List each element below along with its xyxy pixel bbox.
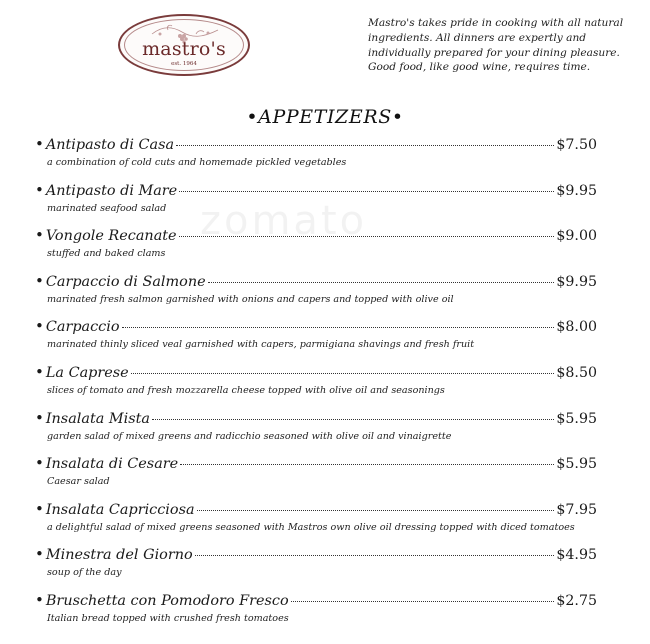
- menu-item-line: [35, 272, 597, 293]
- dotted-leader: [179, 191, 554, 192]
- menu-item-price: $5.95: [556, 410, 597, 427]
- menu-item-name: Vongole Recanate: [45, 228, 177, 245]
- menu-item-description: marinated seafood salad: [47, 202, 167, 214]
- dotted-leader: [176, 145, 554, 146]
- menu-item-description: slices of tomato and fresh mozzarella cheese topped with olive oil and seasonings: [47, 384, 445, 396]
- menu-item-name: Bruschetta con Pomodoro Fresco: [45, 592, 289, 609]
- menu-item-price: $8.00: [556, 319, 597, 336]
- menu-item-name: Minestra del Giorno: [45, 547, 193, 564]
- menu-item-description: marinated thinly sliced veal garnished with capers, parmigiana shavings and fresh fruit: [47, 339, 475, 351]
- menu-item-line: [35, 226, 597, 247]
- menu-item-line: [35, 363, 597, 384]
- bullet-icon: •: [35, 135, 44, 153]
- bullet-icon: •: [35, 590, 44, 609]
- menu-item: [35, 363, 597, 409]
- menu-item: [35, 545, 597, 591]
- bullet-icon: •: [35, 317, 44, 336]
- bullet-icon: •: [35, 408, 44, 427]
- section-title: •APPETIZERS•: [246, 106, 404, 128]
- dotted-leader: [122, 327, 555, 328]
- dotted-leader: [179, 236, 555, 237]
- bullet-icon: •: [35, 362, 44, 381]
- logo-name: mastro's: [142, 38, 226, 60]
- bullet-icon: •: [35, 499, 44, 518]
- menu-item-line: [35, 545, 597, 566]
- menu-item-name: Antipasto di Casa: [45, 137, 175, 153]
- menu-item-price: $5.95: [556, 456, 597, 473]
- menu-item: [35, 454, 597, 500]
- menu-item-price: $7.50: [556, 137, 597, 153]
- menu-item: [35, 500, 597, 546]
- menu-item-name: Insalata Capricciosa: [45, 501, 195, 518]
- bullet-icon: •: [35, 454, 44, 473]
- dotted-leader: [152, 419, 554, 420]
- menu-item-name: Insalata Mista: [45, 410, 150, 427]
- menu-item-price: $2.75: [556, 592, 597, 609]
- menu-item-name: Antipasto di Mare: [45, 182, 178, 199]
- bullet-icon: •: [35, 545, 44, 564]
- dotted-leader: [197, 510, 555, 511]
- menu-item-line: [35, 591, 597, 612]
- menu-item-description: stuffed and baked clams: [47, 248, 166, 260]
- menu-item: [35, 181, 597, 227]
- menu-item: [35, 226, 597, 272]
- menu-item: [35, 409, 597, 455]
- menu-item-line: [35, 181, 597, 202]
- menu-item-price: $9.95: [556, 273, 597, 290]
- dotted-leader: [180, 464, 554, 465]
- restaurant-logo: [118, 14, 250, 76]
- intro-text: Mastro's takes pride in cooking with all natural ingredients. All dinners are expertly and individually prepared for your dining pleasure. Good food, like good wine, requires time.: [368, 17, 624, 74]
- menu-item-line: [35, 454, 597, 475]
- menu-item-line: [35, 317, 597, 338]
- dotted-leader: [131, 373, 555, 374]
- dotted-leader: [291, 601, 555, 602]
- menu-item: [35, 135, 597, 181]
- bullet-icon: •: [35, 226, 44, 245]
- dotted-leader: [195, 555, 555, 556]
- menu-item-name: Carpaccio: [45, 319, 120, 336]
- watermark: zomato: [200, 198, 368, 244]
- menu-item-price: $4.95: [556, 547, 597, 564]
- menu-item: [35, 591, 597, 637]
- menu-item-description: marinated fresh salmon garnished with onions and capers and topped with olive oil: [47, 293, 454, 305]
- logo-established: est. 1964: [171, 61, 197, 67]
- menu-item-line: [35, 500, 597, 521]
- menu-item-description: garden salad of mixed greens and radicchio seasoned with olive oil and vinaigrette: [47, 430, 452, 442]
- menu-items: [35, 135, 597, 637]
- menu-item-description: Caesar salad: [47, 476, 110, 488]
- menu-item-description: Italian bread topped with crushed fresh tomatoes: [47, 612, 289, 624]
- menu-item-line: [35, 409, 597, 430]
- dotted-leader: [208, 282, 555, 283]
- menu-item-price: $8.50: [556, 364, 597, 381]
- menu-item-name: Carpaccio di Salmone: [45, 273, 206, 290]
- menu-item-price: $9.95: [556, 182, 597, 199]
- menu-item-price: $9.00: [556, 228, 597, 245]
- menu-item-line: [35, 135, 597, 156]
- menu-item-description: a combination of cold cuts and homemade pickled vegetables: [47, 157, 347, 168]
- bullet-icon: •: [35, 180, 44, 199]
- menu-item-description: a delightful salad of mixed greens seasoned with Mastros own olive oil dressing topped with diced tomatoes: [47, 521, 575, 533]
- menu-item-price: $7.95: [556, 501, 597, 518]
- menu-item: [35, 317, 597, 363]
- bullet-icon: •: [35, 271, 44, 290]
- menu-item: [35, 272, 597, 318]
- menu-item-name: La Caprese: [45, 364, 129, 381]
- menu-item-name: Insalata di Cesare: [45, 456, 179, 473]
- menu-item-description: soup of the day: [47, 567, 122, 579]
